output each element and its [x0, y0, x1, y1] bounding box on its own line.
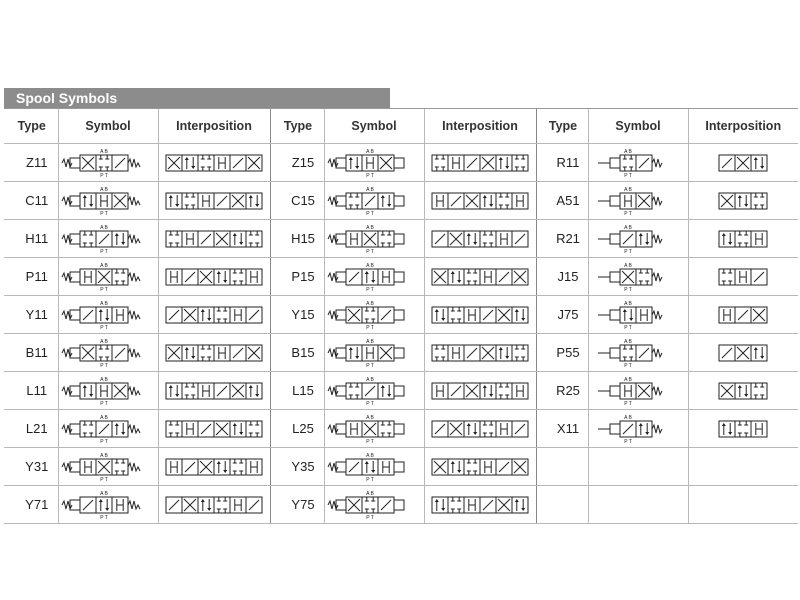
spool-symbol-y71	[60, 489, 156, 521]
spool-symbol-j15	[590, 261, 686, 293]
port-label-ab: A B	[624, 338, 632, 345]
type-cell	[270, 144, 324, 182]
spool-symbol-p15	[326, 261, 422, 293]
header-interposition-1: Interposition	[158, 109, 270, 144]
interposition-b15	[427, 340, 533, 366]
interposition-cell	[688, 334, 798, 372]
table-header-row	[4, 109, 798, 144]
type-cell	[4, 258, 58, 296]
port-label-ab: A B	[100, 300, 108, 307]
type-cell	[270, 220, 324, 258]
port-label-ab: A B	[624, 414, 632, 421]
type-cell	[536, 448, 588, 486]
header-interposition-2: Interposition	[424, 109, 536, 144]
spool-symbol-b11	[60, 337, 156, 369]
header-type-1: Type	[4, 109, 58, 144]
type-code: P11	[25, 268, 48, 284]
symbol-cell	[324, 334, 424, 372]
interposition-cell	[424, 334, 536, 372]
type-cell	[4, 220, 58, 258]
port-label-ab: A B	[366, 186, 374, 193]
type-code: J15	[557, 268, 579, 284]
table-row	[4, 258, 798, 296]
interposition-cell	[158, 410, 270, 448]
type-code: R11	[556, 154, 580, 170]
spool-symbol-x11	[590, 413, 686, 445]
port-label-pt: P T	[366, 172, 374, 179]
type-cell	[270, 258, 324, 296]
interposition-cell	[424, 410, 536, 448]
symbol-cell	[588, 334, 688, 372]
type-code: Y75	[291, 496, 315, 512]
interposition-y31	[161, 454, 267, 480]
type-code: Z11	[26, 154, 48, 170]
table-row	[4, 144, 798, 182]
spool-symbol-z11	[60, 147, 156, 179]
type-code: R25	[556, 382, 580, 398]
type-cell	[4, 372, 58, 410]
port-label-pt: P T	[100, 362, 108, 369]
header-type-3: Type	[536, 109, 588, 144]
interposition-z11	[161, 150, 267, 176]
symbol-cell	[324, 220, 424, 258]
interposition-cell	[424, 182, 536, 220]
type-cell	[536, 410, 588, 448]
symbol-cell	[588, 372, 688, 410]
symbol-cell	[58, 296, 158, 334]
type-code: C11	[25, 192, 49, 208]
port-label-ab: A B	[624, 300, 632, 307]
interposition-cell	[688, 448, 798, 486]
port-label-ab: A B	[366, 262, 374, 269]
type-cell	[270, 334, 324, 372]
interposition-l11	[161, 378, 267, 404]
type-code: X11	[556, 420, 580, 436]
port-label-ab: A B	[100, 224, 108, 231]
type-cell	[4, 334, 58, 372]
header-symbol-2: Symbol	[324, 109, 424, 144]
port-label-pt: P T	[100, 172, 108, 179]
table-row	[4, 334, 798, 372]
table-row	[4, 448, 798, 486]
type-code: Y11	[25, 306, 48, 322]
interposition-cell	[688, 220, 798, 258]
type-code: R21	[556, 230, 580, 246]
interposition-p11	[161, 264, 267, 290]
table-row	[4, 220, 798, 258]
port-label-ab: A B	[366, 338, 374, 345]
type-cell	[536, 220, 588, 258]
interposition-cell	[158, 182, 270, 220]
symbol-cell	[58, 410, 158, 448]
port-label-ab: A B	[366, 300, 374, 307]
port-label-ab: A B	[366, 224, 374, 231]
interposition-cell	[158, 144, 270, 182]
symbol-cell	[588, 410, 688, 448]
port-label-ab: A B	[624, 376, 632, 383]
symbol-cell	[58, 334, 158, 372]
interposition-h11	[161, 226, 267, 252]
spool-symbol-h11	[60, 223, 156, 255]
interposition-h15	[427, 226, 533, 252]
port-label-pt: P T	[100, 210, 108, 217]
spool-symbol-z15	[326, 147, 422, 179]
interposition-cell	[424, 220, 536, 258]
port-label-ab: A B	[100, 148, 108, 155]
type-cell	[536, 182, 588, 220]
table-row	[4, 182, 798, 220]
symbol-cell	[324, 410, 424, 448]
port-label-pt: P T	[624, 324, 632, 331]
table-row	[4, 372, 798, 410]
type-cell	[536, 258, 588, 296]
port-label-pt: P T	[624, 210, 632, 217]
port-label-ab: A B	[624, 224, 632, 231]
type-cell	[270, 410, 324, 448]
interposition-cell	[688, 410, 798, 448]
port-label-ab: A B	[100, 414, 108, 421]
spool-symbol-y75	[326, 489, 422, 521]
table-body	[4, 144, 798, 524]
interposition-r25	[690, 378, 796, 404]
type-cell	[4, 296, 58, 334]
interposition-r11	[690, 150, 796, 176]
interposition-l21	[161, 416, 267, 442]
interposition-b11	[161, 340, 267, 366]
symbol-cell	[588, 258, 688, 296]
spool-symbol-y31	[60, 451, 156, 483]
port-label-ab: A B	[366, 490, 374, 497]
symbol-cell	[588, 220, 688, 258]
type-code: J75	[557, 306, 579, 322]
spool-symbol-l21	[60, 413, 156, 445]
port-label-pt: P T	[366, 210, 374, 217]
symbol-cell	[324, 296, 424, 334]
type-code: P55	[556, 344, 580, 360]
interposition-cell	[424, 486, 536, 524]
type-cell	[536, 144, 588, 182]
port-label-ab: A B	[624, 262, 632, 269]
port-label-pt: P T	[100, 438, 108, 445]
type-cell	[4, 448, 58, 486]
port-label-ab: A B	[366, 148, 374, 155]
interposition-x11	[690, 416, 796, 442]
port-label-pt: P T	[624, 400, 632, 407]
type-cell	[4, 182, 58, 220]
interposition-p15	[427, 264, 533, 290]
port-label-ab: A B	[624, 148, 632, 155]
port-label-ab: A B	[100, 490, 108, 497]
port-label-pt: P T	[624, 438, 632, 445]
spool-symbol-j75	[590, 299, 686, 331]
port-label-pt: P T	[366, 286, 374, 293]
type-code: P15	[291, 268, 315, 284]
interposition-y75	[427, 492, 533, 518]
type-cell	[536, 296, 588, 334]
type-code: B15	[291, 344, 315, 360]
port-label-ab: A B	[100, 452, 108, 459]
port-label-pt: P T	[624, 362, 632, 369]
spool-symbol-y35	[326, 451, 422, 483]
port-label-ab: A B	[100, 338, 108, 345]
symbol-cell	[58, 448, 158, 486]
symbol-cell	[588, 182, 688, 220]
interposition-cell	[158, 486, 270, 524]
symbol-cell	[324, 486, 424, 524]
spool-symbol-l11	[60, 375, 156, 407]
spool-symbols-table	[4, 109, 798, 524]
type-code: L25	[292, 420, 314, 436]
interposition-cell	[158, 220, 270, 258]
symbol-cell	[588, 144, 688, 182]
interposition-c15	[427, 188, 533, 214]
interposition-cell	[424, 144, 536, 182]
port-label-pt: P T	[366, 400, 374, 407]
type-cell	[4, 486, 58, 524]
type-cell	[4, 144, 58, 182]
port-label-ab: A B	[100, 376, 108, 383]
port-label-pt: P T	[366, 324, 374, 331]
interposition-cell	[688, 296, 798, 334]
interposition-j15	[690, 264, 796, 290]
port-label-ab: A B	[366, 414, 374, 421]
type-code: C15	[291, 192, 315, 208]
symbol-cell	[324, 448, 424, 486]
port-label-pt: P T	[624, 248, 632, 255]
interposition-cell	[158, 334, 270, 372]
interposition-cell	[688, 258, 798, 296]
symbol-cell	[324, 144, 424, 182]
interposition-p55	[690, 340, 796, 366]
interposition-c11	[161, 188, 267, 214]
symbol-cell	[58, 144, 158, 182]
type-cell	[536, 334, 588, 372]
interposition-cell	[158, 372, 270, 410]
port-label-pt: P T	[366, 248, 374, 255]
type-code: Y71	[25, 496, 49, 512]
port-label-ab: A B	[100, 262, 108, 269]
symbol-cell	[588, 296, 688, 334]
type-code: Y35	[291, 458, 315, 474]
header-type-2: Type	[270, 109, 324, 144]
interposition-y15	[427, 302, 533, 328]
interposition-l25	[427, 416, 533, 442]
header-interposition-3: Interposition	[688, 109, 798, 144]
table-row	[4, 486, 798, 524]
port-label-pt: P T	[100, 324, 108, 331]
type-cell	[270, 448, 324, 486]
type-code: L21	[25, 420, 48, 436]
port-label-ab: A B	[366, 452, 374, 459]
type-code: Y31	[25, 458, 49, 474]
port-label-pt: P T	[100, 400, 108, 407]
interposition-z15	[427, 150, 533, 176]
type-code: B11	[25, 344, 48, 360]
spool-symbol-p11	[60, 261, 156, 293]
interposition-cell	[688, 182, 798, 220]
type-code: Y15	[291, 306, 315, 322]
port-label-pt: P T	[366, 476, 374, 483]
spool-symbol-r21	[590, 223, 686, 255]
spool-symbol-c11	[60, 185, 156, 217]
spool-symbol-h15	[326, 223, 422, 255]
interposition-a51	[690, 188, 796, 214]
interposition-cell	[158, 448, 270, 486]
port-label-pt: P T	[624, 286, 632, 293]
spool-symbol-l15	[326, 375, 422, 407]
port-label-pt: P T	[100, 476, 108, 483]
type-cell	[270, 182, 324, 220]
interposition-cell	[158, 296, 270, 334]
port-label-pt: P T	[100, 286, 108, 293]
header-symbol-3: Symbol	[588, 109, 688, 144]
interposition-y11	[161, 302, 267, 328]
type-cell	[270, 296, 324, 334]
type-cell	[4, 410, 58, 448]
spool-symbol-c15	[326, 185, 422, 217]
port-label-ab: A B	[366, 376, 374, 383]
interposition-cell	[424, 448, 536, 486]
table-row	[4, 296, 798, 334]
interposition-cell	[424, 258, 536, 296]
header-symbol-1: Symbol	[58, 109, 158, 144]
spool-symbol-r11	[590, 147, 686, 179]
type-code: L15	[292, 382, 314, 398]
port-label-pt: P T	[624, 172, 632, 179]
type-cell	[536, 486, 588, 524]
section-title-bar	[4, 88, 390, 108]
type-code: L11	[26, 382, 48, 398]
symbol-cell	[58, 486, 158, 524]
port-label-ab: A B	[100, 186, 108, 193]
interposition-cell	[424, 296, 536, 334]
interposition-cell	[424, 372, 536, 410]
port-label-ab: A B	[624, 186, 632, 193]
type-code: H11	[25, 230, 49, 246]
interposition-cell	[158, 258, 270, 296]
spool-symbol-a51	[590, 185, 686, 217]
symbol-cell	[58, 182, 158, 220]
type-code: H15	[291, 230, 315, 246]
spool-symbol-p55	[590, 337, 686, 369]
symbol-cell	[588, 486, 688, 524]
port-label-pt: P T	[366, 362, 374, 369]
port-label-pt: P T	[366, 438, 374, 445]
symbol-cell	[588, 448, 688, 486]
type-code: A51	[556, 192, 580, 208]
interposition-cell	[688, 144, 798, 182]
spool-symbol-b15	[326, 337, 422, 369]
symbol-cell	[324, 182, 424, 220]
port-label-pt: P T	[366, 514, 374, 521]
type-cell	[270, 372, 324, 410]
interposition-cell	[688, 372, 798, 410]
symbol-cell	[58, 372, 158, 410]
type-cell	[536, 372, 588, 410]
interposition-y71	[161, 492, 267, 518]
interposition-r21	[690, 226, 796, 252]
port-label-pt: P T	[100, 514, 108, 521]
port-label-pt: P T	[100, 248, 108, 255]
interposition-j75	[690, 302, 796, 328]
interposition-l15	[427, 378, 533, 404]
symbol-cell	[58, 220, 158, 258]
table-row	[4, 410, 798, 448]
spool-symbol-y15	[326, 299, 422, 331]
symbol-cell	[324, 372, 424, 410]
spool-symbol-r25	[590, 375, 686, 407]
symbol-cell	[324, 258, 424, 296]
spool-symbol-y11	[60, 299, 156, 331]
type-code: Z15	[291, 154, 315, 170]
interposition-y35	[427, 454, 533, 480]
spool-symbol-l25	[326, 413, 422, 445]
symbol-cell	[58, 258, 158, 296]
section-title: Spool Symbols	[16, 90, 118, 106]
interposition-cell	[688, 486, 798, 524]
type-cell	[270, 486, 324, 524]
